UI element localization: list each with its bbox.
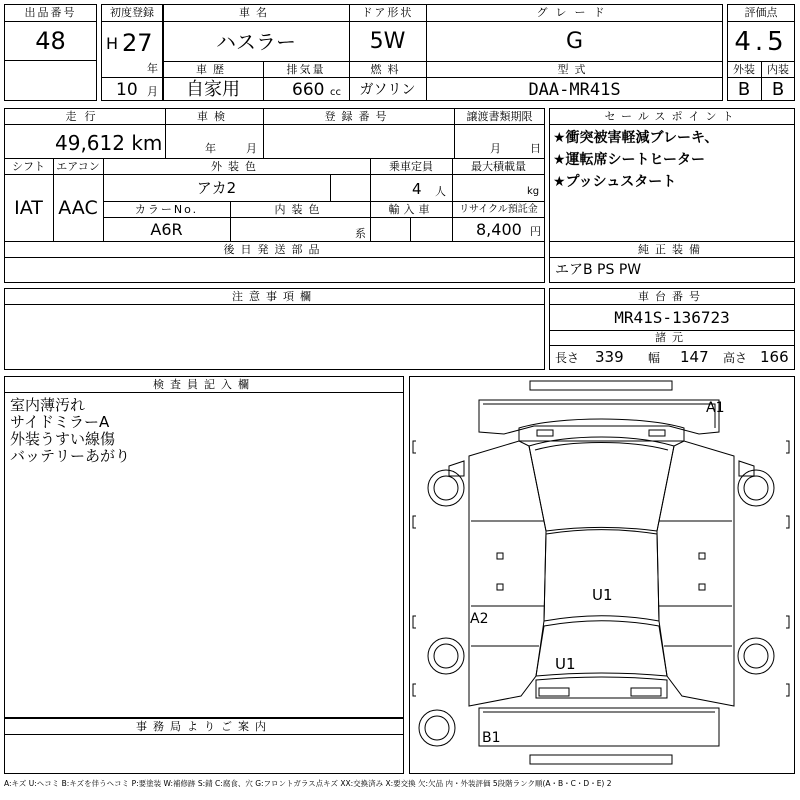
grade-label: グレード xyxy=(536,6,613,19)
color-no: A6R xyxy=(150,220,183,239)
ext-color: アカ2 xyxy=(196,179,237,197)
width: 147 xyxy=(680,348,709,366)
width-label: 幅 xyxy=(648,351,661,365)
inspector-note: サイドミラーA xyxy=(10,413,110,431)
equipment-value: エアB PS PW xyxy=(555,262,642,278)
divider xyxy=(330,174,331,201)
recycle-label: リサイクル預託金 xyxy=(459,204,538,215)
chassis-label: 車台番号 xyxy=(638,290,706,303)
equipment-label: 純正装備 xyxy=(638,243,706,256)
shift-label: シフト xyxy=(12,160,45,173)
recycle-unit: 円 xyxy=(530,225,541,238)
ext-color-label: 外装色 xyxy=(211,160,262,173)
spare-tire xyxy=(419,710,455,746)
mirror-right xyxy=(739,461,754,476)
recycle-fee: 8,400 xyxy=(476,220,522,239)
divider xyxy=(4,60,97,61)
inspection-year-unit: 年 xyxy=(205,142,216,155)
divider xyxy=(163,21,723,22)
rear-bumper-bottom xyxy=(530,755,672,764)
dims-label: 諸元 xyxy=(655,331,689,344)
later-parts-label: 後日発送部品 xyxy=(223,243,326,256)
sales-point: ★運転席シートヒーター xyxy=(553,152,705,168)
first-reg-label: 初度登録 xyxy=(110,6,154,19)
height-label: 高さ xyxy=(723,351,748,365)
spare-tire-inner xyxy=(425,716,449,740)
headlight-left xyxy=(537,430,553,436)
front-bumper-inner xyxy=(483,404,715,428)
inspector-label: 検査員記入欄 xyxy=(153,378,255,391)
vehicle-detail-box xyxy=(4,108,545,242)
car-diagram xyxy=(409,376,795,774)
damage-mark-rear-door: A2 xyxy=(470,611,489,627)
inspector-note: バッテリーあがり xyxy=(10,447,131,465)
sales-point: ★プッシュスタート xyxy=(553,174,677,190)
history: 自家用 xyxy=(186,79,240,100)
inspector-note: 室内薄汚れ xyxy=(10,396,86,414)
door-handle xyxy=(699,553,705,559)
displacement: 660 xyxy=(292,80,325,100)
divider xyxy=(4,21,97,22)
wheel-rear-right xyxy=(738,638,774,674)
damage-mark-front-bumper: A1 xyxy=(706,400,725,416)
mileage-label: 走行 xyxy=(65,110,104,123)
history-label: 車歴 xyxy=(196,63,230,76)
lot-label: 出品番号 xyxy=(24,6,77,19)
displacement-label: 排気量 xyxy=(286,63,326,76)
door-handle xyxy=(497,553,503,559)
bracket xyxy=(413,684,416,696)
car-name-label: 車名 xyxy=(239,6,273,19)
car-name: ハスラー xyxy=(216,30,296,54)
door-label: ドア形状 xyxy=(361,6,414,19)
body-right xyxy=(657,441,734,706)
displacement-unit: cc xyxy=(330,87,341,98)
wheel-rear-left xyxy=(428,638,464,674)
month-unit: 月 xyxy=(147,85,158,98)
body-left xyxy=(469,441,546,706)
int-grade-label: 内装 xyxy=(767,63,789,76)
import-label: 輸入車 xyxy=(388,203,434,216)
grade: G xyxy=(565,29,584,54)
color-no-label: カラーNo. xyxy=(134,203,199,216)
headlight-right xyxy=(649,430,665,436)
wheel-front-left xyxy=(428,470,464,506)
wheel-front-right xyxy=(738,470,774,506)
transfer-month-unit: 月 xyxy=(490,142,501,155)
door-handle xyxy=(497,584,503,590)
ext-grade-label: 外装 xyxy=(733,63,755,76)
sales-points-label: セールスポイント xyxy=(604,110,740,123)
ext-grade: B xyxy=(737,79,751,100)
door-handle xyxy=(699,584,705,590)
office-label: 事務局よりご案内 xyxy=(136,720,272,733)
transfer-day-unit: 日 xyxy=(530,142,541,155)
reg-number-label: 登録番号 xyxy=(324,110,393,123)
wheel-rear-left-inner xyxy=(434,644,458,668)
inspector-note: 外装うすい線傷 xyxy=(10,430,116,448)
damage-mark-roof: U1 xyxy=(592,586,613,604)
front-bumper xyxy=(479,400,719,434)
windshield xyxy=(529,437,674,531)
taillight-right xyxy=(631,688,661,696)
era: H xyxy=(106,34,119,53)
sales-point: ★衝突被害軽減ブレーキ、 xyxy=(553,130,719,146)
taillight-left xyxy=(539,688,569,696)
bracket xyxy=(786,516,789,528)
divider xyxy=(410,217,411,242)
inspection-month-unit: 月 xyxy=(246,142,257,155)
bracket xyxy=(786,616,789,628)
rear-bumper xyxy=(479,708,719,746)
windshield-inner xyxy=(535,443,668,451)
length-label: 長さ xyxy=(555,351,580,365)
lot-value: 48 xyxy=(35,27,66,55)
model-label: 型式 xyxy=(557,63,592,76)
score-label: 評価点 xyxy=(744,6,778,19)
score: 4.5 xyxy=(734,27,788,57)
capacity-label: 乗車定員 xyxy=(389,160,433,173)
bracket xyxy=(413,441,416,453)
wheel-rear-right-inner xyxy=(744,644,768,668)
notes-label: 注意事項欄 xyxy=(232,290,317,303)
model-code: DAA-MR41S xyxy=(528,80,621,100)
first-reg-month: 10 xyxy=(116,80,138,100)
wheel-front-right-inner xyxy=(744,476,768,500)
bracket xyxy=(786,684,789,696)
max-load-label: 最大積載量 xyxy=(471,160,526,173)
inspection-label: 車検 xyxy=(197,110,231,123)
bracket xyxy=(413,516,416,528)
int-grade: B xyxy=(771,79,785,100)
int-color-unit: 系 xyxy=(355,227,366,240)
fuel: ガソリン xyxy=(359,82,416,98)
int-color-label: 内装色 xyxy=(274,203,326,216)
door-type: 5W xyxy=(369,29,406,54)
legend: A:キズ U:ヘコミ B:キズを伴うヘコミ P:要塗装 W:補修跡 S:錆 C:腐食、穴 G:フロントガラス点キズ XX:交換済み X:要交換 欠:欠品 内・外装評価 5段階ランク順(A・B・C・D・E) 2 xyxy=(4,779,612,788)
divider xyxy=(101,77,163,78)
front-bumper-top xyxy=(530,381,672,390)
shift: IAT xyxy=(14,197,43,219)
capacity: 4 xyxy=(412,180,422,198)
length: 339 xyxy=(595,348,624,366)
chassis-number: MR41S-136723 xyxy=(614,308,730,327)
first-reg-year: 27 xyxy=(122,29,153,57)
bracket xyxy=(413,616,416,628)
divider xyxy=(727,21,795,22)
fuel-label: 燃料 xyxy=(370,63,405,76)
ac-label: エアコン xyxy=(56,160,100,173)
bracket xyxy=(786,441,789,453)
transfer-deadline-label: 譲渡書類期限 xyxy=(466,110,533,123)
damage-mark-rear-window: U1 xyxy=(555,655,576,673)
capacity-unit: 人 xyxy=(435,185,446,198)
roof xyxy=(544,530,659,622)
divider xyxy=(101,21,163,22)
year-unit: 年 xyxy=(147,62,158,75)
ac: AAC xyxy=(58,197,98,219)
wheel-front-left-inner xyxy=(434,476,458,500)
damage-mark-rear-bumper: B1 xyxy=(482,730,501,746)
load-unit: kg xyxy=(527,186,540,197)
height: 166 xyxy=(760,348,789,366)
mileage: 49,612 km xyxy=(55,131,163,155)
